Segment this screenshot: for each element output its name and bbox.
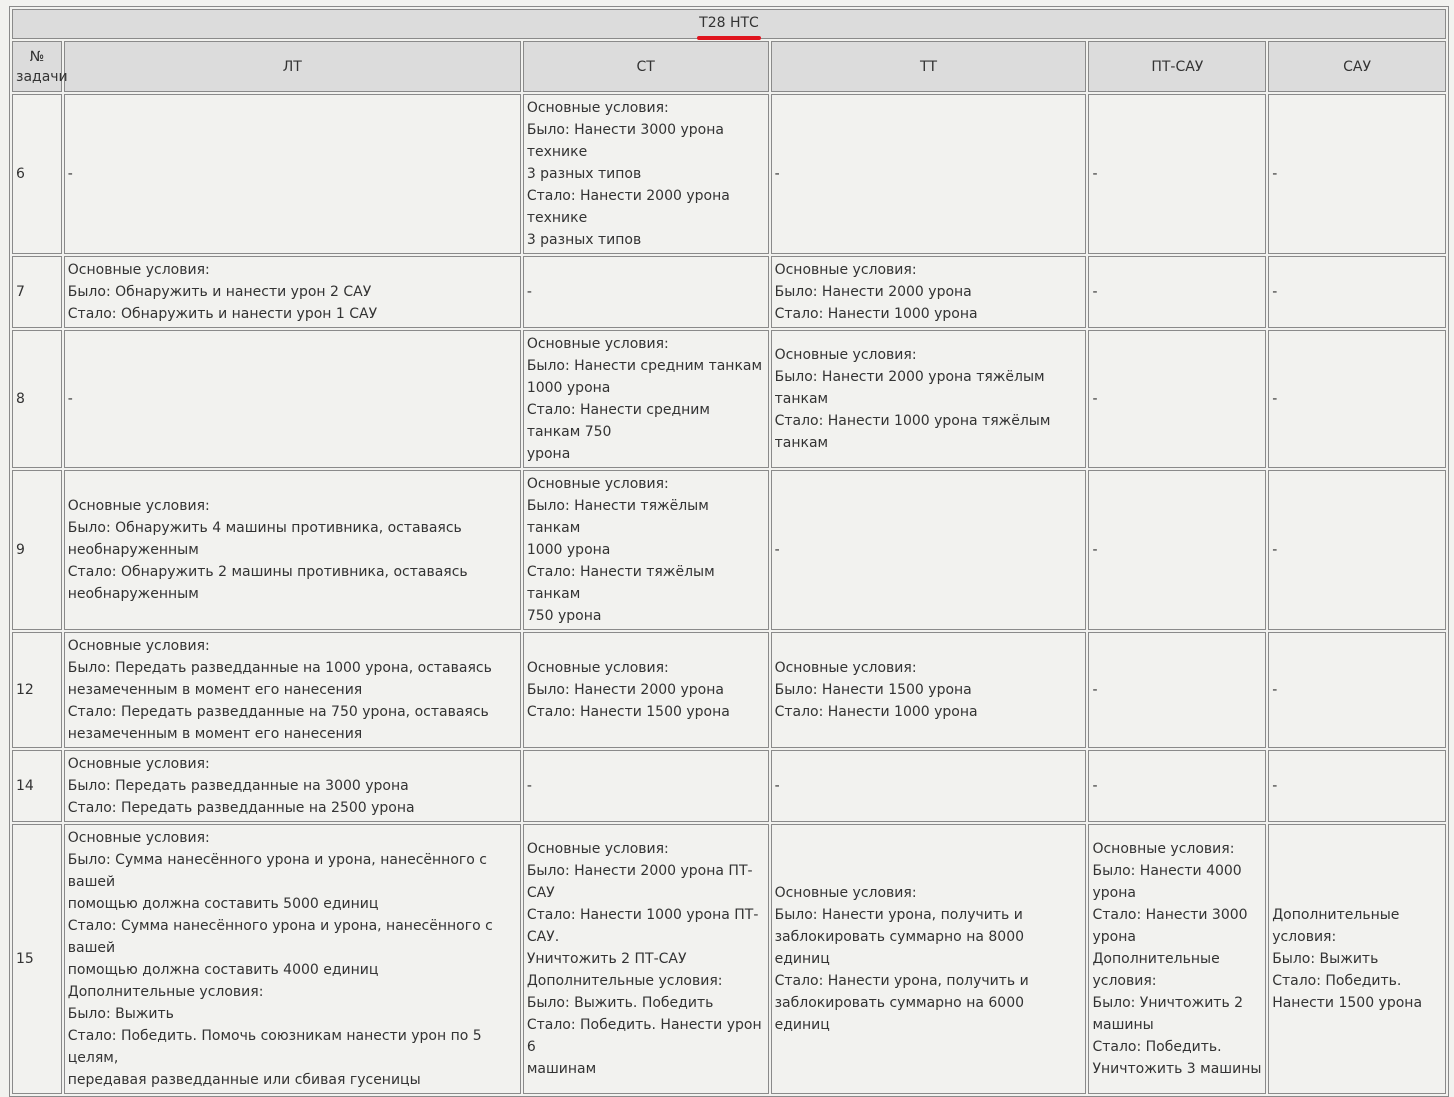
cell-text-line: Стало: Обнаружить 2 машины противника, оставаясь (67, 564, 468, 580)
cell-text-line: Было: Нанести 2000 урона тяжёлым танкам (774, 369, 1045, 407)
cell-text-line: - (1092, 682, 1098, 698)
cell-text-line: - (67, 166, 73, 182)
cell-text-line: машинам (526, 1061, 597, 1077)
cell-text-line: Дополнительные условия: (1092, 951, 1220, 989)
cell-text-line: Было: Нанести 2000 урона (526, 682, 724, 698)
cell-lt (64, 256, 521, 328)
cell-text-line: - (1092, 166, 1098, 182)
cell-sau (1268, 824, 1446, 1094)
table-title-cell (12, 9, 1446, 39)
cell-text-line: заблокировать суммарно на 6000 единиц (774, 995, 1025, 1033)
cell-tt (771, 632, 1087, 748)
cell-text-line: - (1092, 778, 1098, 794)
title-underline (697, 36, 761, 40)
cell-tt (771, 470, 1087, 630)
cell-text-line: Было: Передать разведданные на 1000 урона, оставаясь (67, 660, 492, 676)
task-number-cell: 14 (12, 750, 62, 822)
cell-text-line: незамеченным в момент его нанесения (67, 682, 363, 698)
cell-st (523, 256, 769, 328)
cell-tt (771, 94, 1087, 254)
table-row (12, 330, 1446, 468)
cell-text-line: - (1272, 542, 1278, 558)
cell-text-line: Было: Обнаружить и нанести урон 2 САУ (67, 284, 372, 300)
cell-text-line: Стало: Победить. (1092, 1039, 1222, 1055)
cell-text-line: заблокировать суммарно на 8000 единиц (774, 929, 1025, 967)
cell-text-line: необнаруженным (67, 586, 199, 602)
cell-text-line: Было: Уничтожить 2 (1092, 995, 1244, 1011)
cell-text-line: урона (526, 446, 571, 462)
cell-text-line: Дополнительные условия: (526, 973, 723, 989)
cell-pt-sau (1088, 94, 1266, 254)
cell-text-line: Дополнительные условия: (1272, 907, 1400, 945)
cell-text-line: Основные условия: (774, 660, 917, 676)
cell-st (523, 632, 769, 748)
cell-text-line: Стало: Нанести 1000 урона тяжёлым танкам (774, 413, 1051, 451)
cell-tt (771, 256, 1087, 328)
cell-lt (64, 330, 521, 468)
cell-text-line: Было: Нанести урона, получить и (774, 907, 1023, 923)
cell-st (523, 824, 769, 1094)
cell-text-line: Основные условия: (67, 638, 210, 654)
cell-text-line: - (1272, 682, 1278, 698)
task-number-cell: 9 (12, 470, 62, 630)
table-row (12, 750, 1446, 822)
cell-pt-sau (1088, 330, 1266, 468)
task-number-cell: 7 (12, 256, 62, 328)
task-number-cell: 6 (12, 94, 62, 254)
cell-text-line: Стало: Нанести урона, получить и (774, 973, 1029, 989)
cell-lt (64, 94, 521, 254)
cell-text-line: 1000 урона (526, 542, 611, 558)
cell-text-line: Было: Нанести 2000 урона (774, 284, 972, 300)
cell-sau (1268, 94, 1446, 254)
table-title-text: Т28 НТС (699, 15, 759, 31)
header-row (12, 41, 1446, 92)
cell-text-line: Стало: Нанести 1000 урона (774, 306, 978, 322)
table-row (12, 470, 1446, 630)
cell-pt-sau (1088, 470, 1266, 630)
cell-text-line: Основные условия: (67, 756, 210, 772)
page (9, 6, 1449, 1097)
cell-text-line: Основные условия: (1092, 841, 1235, 857)
cell-lt (64, 470, 521, 630)
cell-text-line: - (774, 166, 780, 182)
task-number-cell: 8 (12, 330, 62, 468)
cell-text-line: урона (1092, 885, 1136, 901)
cell-text-line: Стало: Нанести 1000 урона ПТ-САУ. (526, 907, 759, 945)
cell-text-line: Было: Нанести 1500 урона (774, 682, 972, 698)
cell-tt (771, 750, 1087, 822)
cell-tt (771, 330, 1087, 468)
cell-text-line: 3 разных типов (526, 166, 642, 182)
cell-text-line: Нанести 1500 урона (1272, 995, 1423, 1011)
header-st: СТ (523, 41, 769, 92)
cell-text-line: Основные условия: (526, 841, 669, 857)
cell-text-line: Было: Сумма нанесённого урона и урона, нанесённого с вашей (67, 852, 487, 890)
cell-text-line: 1000 урона (526, 380, 611, 396)
cell-text-line: - (1092, 542, 1098, 558)
cell-text-line: Основные условия: (774, 885, 917, 901)
cell-text-line: Стало: Передать разведданные на 2500 урона (67, 800, 415, 816)
cell-tt (771, 824, 1087, 1094)
header-pt-sau: ПТ-САУ (1088, 41, 1266, 92)
cell-text-line: помощью должна составить 4000 единиц (67, 962, 379, 978)
cell-lt (64, 824, 521, 1094)
cell-text-line: Было: Выжить (1272, 951, 1379, 967)
cell-text-line: Было: Нанести средним танкам (526, 358, 763, 374)
cell-text-line: урона (1092, 929, 1136, 945)
cell-lt (64, 632, 521, 748)
cell-st (523, 470, 769, 630)
table-row (12, 94, 1446, 254)
quest-changes-table (9, 6, 1449, 1097)
header-lt: ЛТ (64, 41, 521, 92)
task-number-cell: 15 (12, 824, 62, 1094)
table-body (12, 94, 1446, 1094)
header-sau: САУ (1268, 41, 1446, 92)
table-row (12, 632, 1446, 748)
cell-text-line: Стало: Нанести 1500 урона (526, 704, 730, 720)
cell-text-line: Основные условия: (774, 262, 917, 278)
cell-text-line: Основные условия: (526, 336, 669, 352)
cell-text-line: необнаруженным (67, 542, 199, 558)
cell-text-line: помощью должна составить 5000 единиц (67, 896, 379, 912)
cell-text-line: Уничтожить 2 ПТ-САУ (526, 951, 687, 967)
cell-text-line: Основные условия: (67, 830, 210, 846)
cell-text-line: Было: Выжить (67, 1006, 174, 1022)
cell-sau (1268, 632, 1446, 748)
cell-text-line: - (67, 391, 73, 407)
cell-text-line: Основные условия: (67, 262, 210, 278)
cell-text-line: Было: Выжить. Победить (526, 995, 714, 1011)
cell-text-line: Основные условия: (526, 476, 669, 492)
table-title (699, 12, 759, 36)
cell-text-line: Основные условия: (526, 660, 669, 676)
cell-text-line: Стало: Победить. Нанести урон 6 (526, 1017, 762, 1055)
table-row (12, 256, 1446, 328)
cell-text-line: Основные условия: (526, 100, 669, 116)
cell-pt-sau (1088, 824, 1266, 1094)
title-row (12, 9, 1446, 39)
cell-text-line: - (1272, 166, 1278, 182)
cell-text-line: Стало: Передать разведданные на 750 урона, оставаясь (67, 704, 489, 720)
cell-text-line: Дополнительные условия: (67, 984, 264, 1000)
cell-lt (64, 750, 521, 822)
cell-text-line: - (526, 284, 532, 300)
cell-pt-sau (1088, 632, 1266, 748)
cell-text-line: Уничтожить 3 машины (1092, 1061, 1262, 1077)
cell-sau (1268, 470, 1446, 630)
table-row (12, 824, 1446, 1094)
cell-text-line: Основные условия: (774, 347, 917, 363)
cell-text-line: 750 урона (526, 608, 602, 624)
cell-text-line: Было: Нанести 2000 урона ПТ-САУ (526, 863, 753, 901)
cell-text-line: машины (1092, 1017, 1154, 1033)
cell-text-line: Было: Обнаружить 4 машины противника, оставаясь (67, 520, 462, 536)
cell-text-line: - (1272, 391, 1278, 407)
cell-text-line: Стало: Нанести 1000 урона (774, 704, 978, 720)
cell-pt-sau (1088, 750, 1266, 822)
cell-text-line: - (774, 778, 780, 794)
cell-text-line: Было: Нанести 4000 (1092, 863, 1242, 879)
cell-text-line: передавая разведданные или сбивая гусеницы (67, 1072, 421, 1088)
header-task-number: № задачи (12, 41, 62, 92)
cell-text-line: Стало: Победить. (1272, 973, 1402, 989)
cell-text-line: Было: Передать разведданные на 3000 урона (67, 778, 409, 794)
cell-text-line: Было: Нанести тяжёлым танкам (526, 498, 709, 536)
cell-text-line: Стало: Победить. Помочь союзникам нанести урон по 5 целям, (67, 1028, 482, 1066)
cell-text-line: - (526, 778, 532, 794)
cell-text-line: - (1092, 391, 1098, 407)
cell-st (523, 94, 769, 254)
cell-text-line: - (1092, 284, 1098, 300)
cell-text-line: Стало: Нанести тяжёлым танкам (526, 564, 715, 602)
cell-text-line: - (774, 542, 780, 558)
cell-text-line: Стало: Нанести 3000 (1092, 907, 1248, 923)
cell-pt-sau (1088, 256, 1266, 328)
cell-sau (1268, 330, 1446, 468)
cell-sau (1268, 256, 1446, 328)
cell-text-line: 3 разных типов (526, 232, 642, 248)
cell-text-line: Было: Нанести 3000 урона технике (526, 122, 724, 160)
cell-text-line: Основные условия: (67, 498, 210, 514)
cell-sau (1268, 750, 1446, 822)
header-tt: ТТ (771, 41, 1087, 92)
cell-text-line: Стало: Сумма нанесённого урона и урона, нанесённого с вашей (67, 918, 493, 956)
cell-text-line: Стало: Обнаружить и нанести урон 1 САУ (67, 306, 378, 322)
task-number-cell: 12 (12, 632, 62, 748)
cell-st (523, 750, 769, 822)
cell-text-line: незамеченным в момент его нанесения (67, 726, 363, 742)
cell-text-line: Стало: Нанести 2000 урона технике (526, 188, 730, 226)
cell-st (523, 330, 769, 468)
cell-text-line: Стало: Нанести средним танкам 750 (526, 402, 710, 440)
cell-text-line: - (1272, 778, 1278, 794)
cell-text-line: - (1272, 284, 1278, 300)
